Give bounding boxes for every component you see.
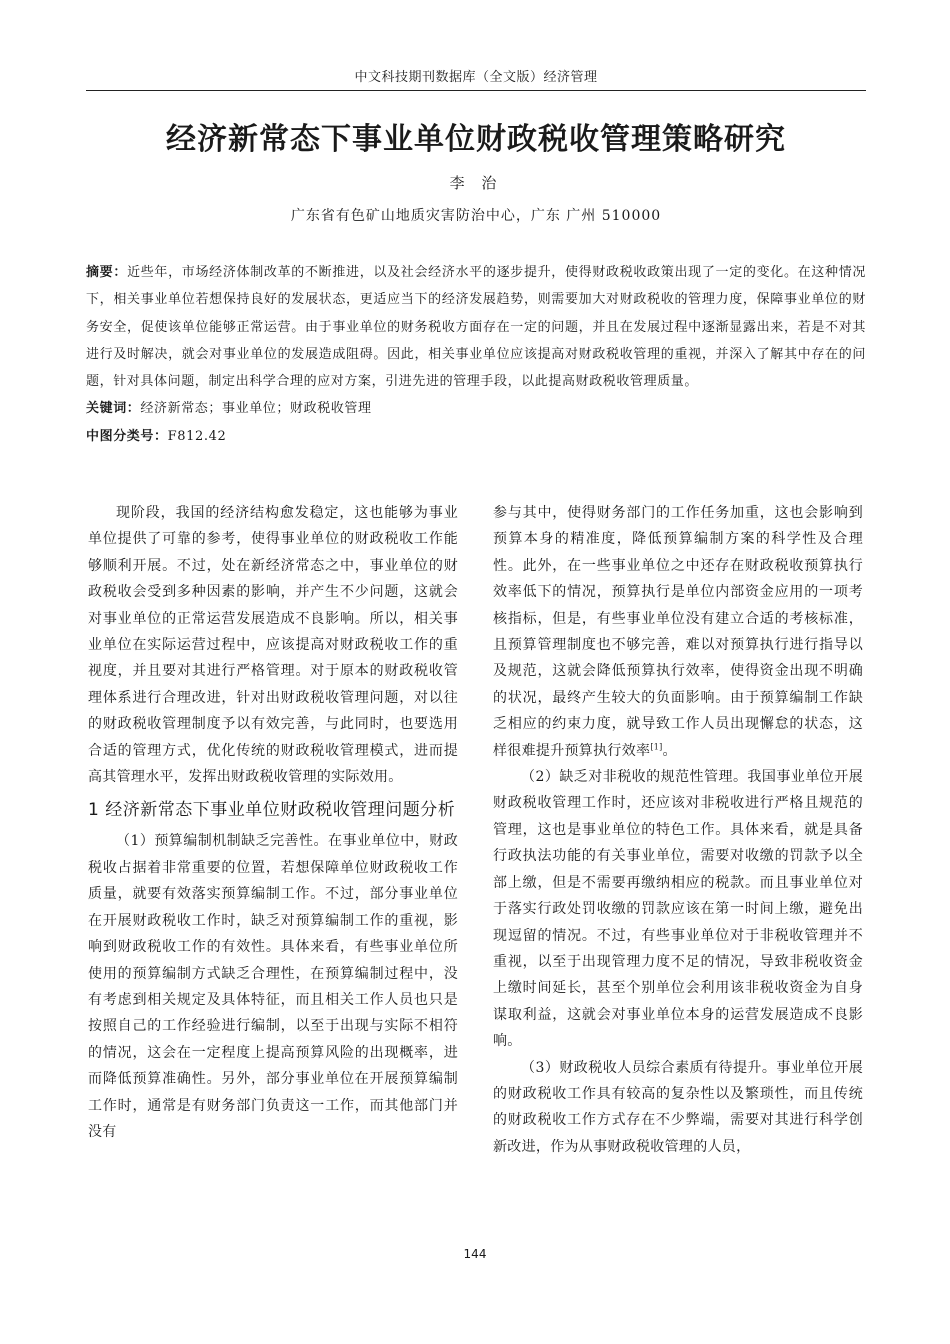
clc-code: F812.42 [167,428,227,444]
header-rule [86,90,866,91]
citation-ref: [1] [650,742,663,751]
right-column [493,500,863,1160]
page-number: 144 [463,1247,487,1261]
budget-continued-text: 参与其中，使得财务部门的工作任务加重，这也会影响到预算本身的精准度，降低预算编制方案的科学性及合理性。此外，在一些事业单位之中还存在财政税收预算执行效率低下的情况，预算执行是单位内部资金应用的一项考核指标，但是，有些事业单位没有建立合适的考核标准，且预算管理制度也不够完善，难以对预算执行进行指导以及规范，这就会降低预算执行效率，使得资金出现不明确的状况，最终产生较大的负面影响。由于预算编制工作缺乏相应的约束力度，就导致工作人员出现懈怠的状态，这样很难提升预算执行效率 [493,505,863,759]
budget-paragraph-continued [493,500,863,764]
section-heading: 1 经济新常态下事业单位财政税收管理问题分析 [88,800,456,821]
keywords-label: 关键词： [86,401,141,417]
author-affiliation: 广东省有色矿山地质灾害防治中心，广东 广州 510000 [290,208,662,224]
abstract-text: 近些年，市场经济体制改革的不断推进，以及社会经济水平的逐步提升，使得财政税收政策出现了一定的变化。在这种情况下，相关事业单位若想保持良好的发展状态，更适应当下的经济发展趋势，则需要加大对财政税收的管理力度，保障事业单位的财务安全，促使该单位能够正常运营。由于事业单位的财务税收方面存在一定的问题，并且在发展过程中逐渐显露出来，若是不对其进行及时解决，就会对事业单位的发展造成阻碍。因此，相关事业单位应该提高对财政税收管理的重视，并深入了解其中存在的问题，针对具体问题，制定出科学合理的应对方案，引进先进的管理手段，以此提高财政税收管理质量。 [86,265,866,390]
paper-title: 经济新常态下事业单位财政税收管理策略研究 [166,122,786,157]
budget-paragraph: （1）预算编制机制缺乏完善性。在事业单位中，财政税收占据着非常重要的位置，若想保障单位财政税收工作质量，就要有效落实预算编制工作。不过，部分事业单位在开展财政税收工作时，缺乏对预算编制工作的重视，影响到财政税收工作的有效性。具体来看，有些事业单位所使用的预算编制方式缺乏合理性，在预算编制过程中，没有考虑到相关规定及具体特征，而且相关工作人员也只是按照自己的工作经验进行编制，以至于出现与实际不相符的情况，这会在一定程度上提高预算风险的出现概率，进而降低预算准确性。另外，部分事业单位在开展预算编制工作时，通常是有财务部门负责这一工作，而其他部门并没有 [88,833,458,1140]
budget-continued-end: 。 [662,742,677,759]
clc-line [86,423,866,450]
left-column [88,500,458,1145]
abstract-paragraph [86,259,866,395]
abstract-label: 摘要： [86,265,128,280]
non-tax-paragraph: （2）缺乏对非税收的规范性管理。我国事业单位开展财政税收管理工作时，还应该对非税收进行严格且规范的管理，这也是事业单位的特色工作。具体来看，就是具备行政执法功能的有关事业单位，需要对收缴的罚款予以全部上缴，但是不需要再缴纳相应的税款。而且事业单位对于落实行政处罚收缴的罚款应该在第一时间上缴，避免出现逗留的情况。不过，有些事业单位对于非税收管理并不重视，以至于出现管理力度不足的情况，导致非税收资金上缴时间延长，甚至个别单位会利用该非税收资金为自身谋取利益，这就会对事业单位本身的运营发展造成不良影响。 [493,769,863,1050]
abstract-block [86,259,866,450]
author-name: 李 治 [449,174,503,192]
keywords-line [86,395,866,422]
staff-quality-paragraph: （3）财政税收人员综合素质有待提升。事业单位开展的财政税收工作具有较高的复杂性以及繁琐性，而且传统的财政税收工作方式存在不少弊端，需要对其进行科学创新改进，作为从事财政税收管理的人员， [493,1059,863,1155]
journal-header: 中文科技期刊数据库（全文版）经济管理 [354,70,598,85]
intro-paragraph: 现阶段，我国的经济结构愈发稳定，这也能够为事业单位提供了可靠的参考，使得事业单位的财政税收工作能够顺利开展。不过，处在新经济常态之中，事业单位的财政税收会受到多种因素的影响，并产生不少问题，这就会对事业单位的正常运营发展造成不良影响。所以，相关事业单位在实际运营过程中，应该提高对财政税收工作的重视度，并且要对其进行严格管理。对于原本的财政税收管理体系进行合理改进，针对出财政税收管理问题，对以往的财政税收管理制度予以有效完善，与此同时，也要选用合适的管理方式，优化传统的财政税收管理模式，进而提高其管理水平，发挥出财政税收管理的实际效用。 [88,505,458,786]
clc-label: 中图分类号： [86,428,168,444]
keywords-text: 经济新常态；事业单位；财政税收管理 [140,401,372,417]
